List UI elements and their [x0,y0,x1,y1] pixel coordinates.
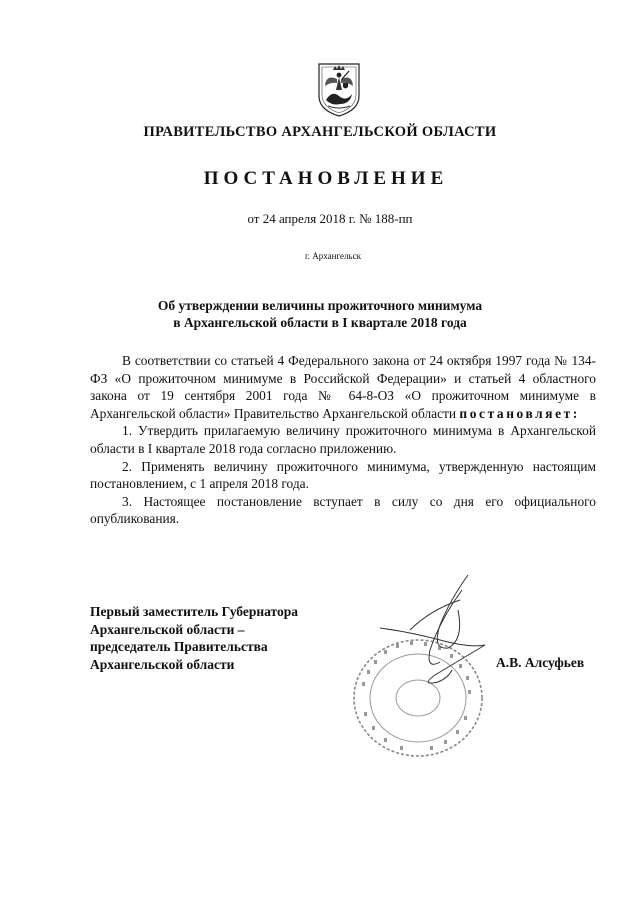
handwritten-signature [380,575,485,683]
official-seal-stamp [354,640,482,756]
document-city: г. Архангельск [305,251,361,261]
signature-and-seal [340,570,520,770]
signer-position-line-3: председатель Правительства [90,639,268,655]
decree-word: постановляет: [459,405,580,421]
subject-line-1: Об утверждении величины прожиточного минимума [157,298,483,313]
signer-position-line-1: Первый заместитель Губернатора [90,604,298,619]
item-2-paragraph: 2. Применять величину прожиточного минимума, утвержденную настоящим постановлением, с 1 апреля 2018 года. [90,458,596,492]
document-date-number: от 24 апреля 2018 г. № 188-пп [247,211,413,226]
item-1-paragraph: 1. Утвердить прилагаемую величину прожиточного минимума в Архангельской области в I квартале 2018 года согласно приложению. [90,423,596,456]
document-body [90,352,596,528]
document-subject [0,297,640,331]
coat-of-arms-icon [314,60,364,118]
signer-name: А.В. Алсуфьев [496,655,585,670]
preamble-paragraph [90,352,596,422]
preamble-text: В соответствии со статьей 4 Федерального закона от 24 октября 1997 года № 134-ФЗ «О прожиточном минимуме в Российской Федерации» и статьей 4 областного закона от 19 сентября 2001 года № 64-8-ОЗ «О прожиточном минимуме в Архангельской области» Правительство Архангельской области [90,353,596,421]
subject-line-2: в Архангельской области в I квартале 2018 года [173,315,467,330]
signer-position [90,603,350,673]
signer-position-line-4: Архангельской области [90,656,235,672]
document-type-title: ПОСТАНОВЛЕНИЕ [203,168,449,189]
item-3-paragraph: 3. Настоящее постановление вступает в силу со дня его официального опубликования. [90,493,596,527]
signer-position-line-2: Архангельской области – [90,621,245,637]
organization-title: ПРАВИТЕЛЬСТВО АРХАНГЕЛЬСКОЙ ОБЛАСТИ [143,124,497,140]
